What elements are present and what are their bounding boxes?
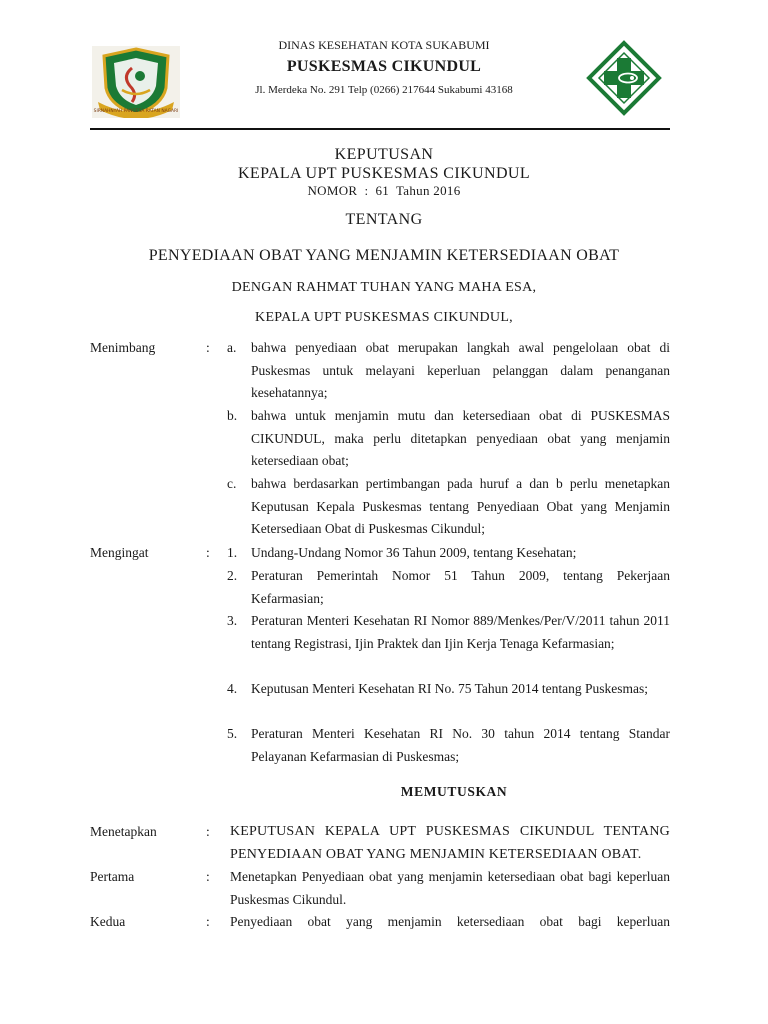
title-kepala: KEPALA UPT PUSKESMAS CIKUNDUL, <box>255 310 513 325</box>
mengingat-label: Mengingat <box>90 545 149 560</box>
letterhead-address: Jl. Merdeka No. 291 Telp (0266) 217644 Sukabumi 43168 <box>255 84 513 96</box>
menetapkan-text: KEPUTUSAN KEPALA UPT PUSKESMAS CIKUNDUL TENTANG PENYEDIAAN OBAT YANG MENJAMIN KETERSEDIAAN OBAT. <box>230 824 670 862</box>
mengingat-mark-3: 3. <box>227 613 238 628</box>
menimbang-label: Menimbang <box>90 340 156 355</box>
menimbang-mark-b: b. <box>227 408 238 423</box>
letterhead-name: PUSKESMAS CIKUNDUL <box>286 58 482 75</box>
title-tentang: TENTANG <box>345 211 423 228</box>
memutuskan-heading: MEMUTUSKAN <box>400 784 508 799</box>
crest-ribbon-text: SIRNAHNYAH PANGESA RATAN NAGARI <box>93 109 179 114</box>
letterhead-agency: DINAS KESEHATAN KOTA SUKABUMI <box>278 38 490 52</box>
mengingat-mark-5: 5. <box>227 726 238 741</box>
pertama-colon: : <box>206 869 210 884</box>
menimbang-item-b: bahwa untuk menjamin mutu dan ketersediaan obat di PUSKESMAS CIKUNDUL, maka perlu ditetapkan penyediaan obat yang menjamin ketersediaan obat; <box>251 408 670 468</box>
kedua-colon: : <box>206 914 210 929</box>
letterhead-divider <box>90 128 670 130</box>
mengingat-item-1: Undang-Undang Nomor 36 Tahun 2009, tentang Kesehatan; <box>251 545 577 560</box>
mengingat-item-5: Peraturan Menteri Kesehatan RI No. 30 tahun 2014 tentang Standar Pelayanan Kefarmasian di Puskesmas; <box>251 726 670 764</box>
menimbang-colon: : <box>206 340 210 355</box>
title-rahmat: DENGAN RAHMAT TUHAN YANG MAHA ESA, <box>231 280 537 295</box>
kedua-text: Penyediaan obat yang menjamin ketersediaan obat bagi keperluan <box>230 914 670 929</box>
mengingat-mark-2: 2. <box>227 568 238 583</box>
menimbang-item-a: bahwa penyediaan obat merupakan langkah awal pengelolaan obat di Puskesmas untuk melayani keperluan pelanggan dalam penanganan kesehatannya; <box>251 340 670 400</box>
title-issuer: KEPALA UPT PUSKESMAS CIKUNDUL <box>237 165 531 182</box>
mengingat-colon: : <box>206 545 210 560</box>
mengingat-mark-1: 1. <box>227 545 238 560</box>
mengingat-item-3: Peraturan Menteri Kesehatan RI Nomor 889/Menkes/Per/V/2011 tahun 2011 tentang Registrasi, Ijin Praktek dan Ijin Kerja Tenaga Kefarmasian; <box>251 613 670 651</box>
title-nomor: NOMOR : 61 Tahun 2016 <box>307 183 461 198</box>
menetapkan-colon: : <box>206 824 210 839</box>
pertama-label: Pertama <box>90 869 135 884</box>
mengingat-item-4: Keputusan Menteri Kesehatan RI No. 75 Tahun 2014 tentang Puskesmas; <box>251 681 648 696</box>
title-keputusan: KEPUTUSAN <box>334 146 434 163</box>
mengingat-item-2: Peraturan Pemerintah Nomor 51 Tahun 2009, tentang Pekerjaan Kefarmasian; <box>251 568 670 606</box>
mengingat-mark-4: 4. <box>227 681 238 696</box>
city-crest-logo <box>92 46 180 118</box>
menimbang-mark-c: c. <box>227 476 237 491</box>
menimbang-item-c: bahwa berdasarkan pertimbangan pada huruf a dan b perlu menetapkan Keputusan Kepala Puskesmas tentang Penyediaan Obat yang Menjamin Ketersediaan Obat di Puskesmas Cikundul; <box>251 476 670 536</box>
pertama-text: Menetapkan Penyediaan obat yang menjamin ketersediaan obat bagi keperluan Puskesmas Cikundul. <box>230 869 670 907</box>
menetapkan-label: Menetapkan <box>90 824 157 839</box>
menimbang-mark-a: a. <box>227 340 237 355</box>
title-subject: PENYEDIAAN OBAT YANG MENJAMIN KETERSEDIAAN OBAT <box>148 247 620 264</box>
kedua-label: Kedua <box>90 914 126 929</box>
